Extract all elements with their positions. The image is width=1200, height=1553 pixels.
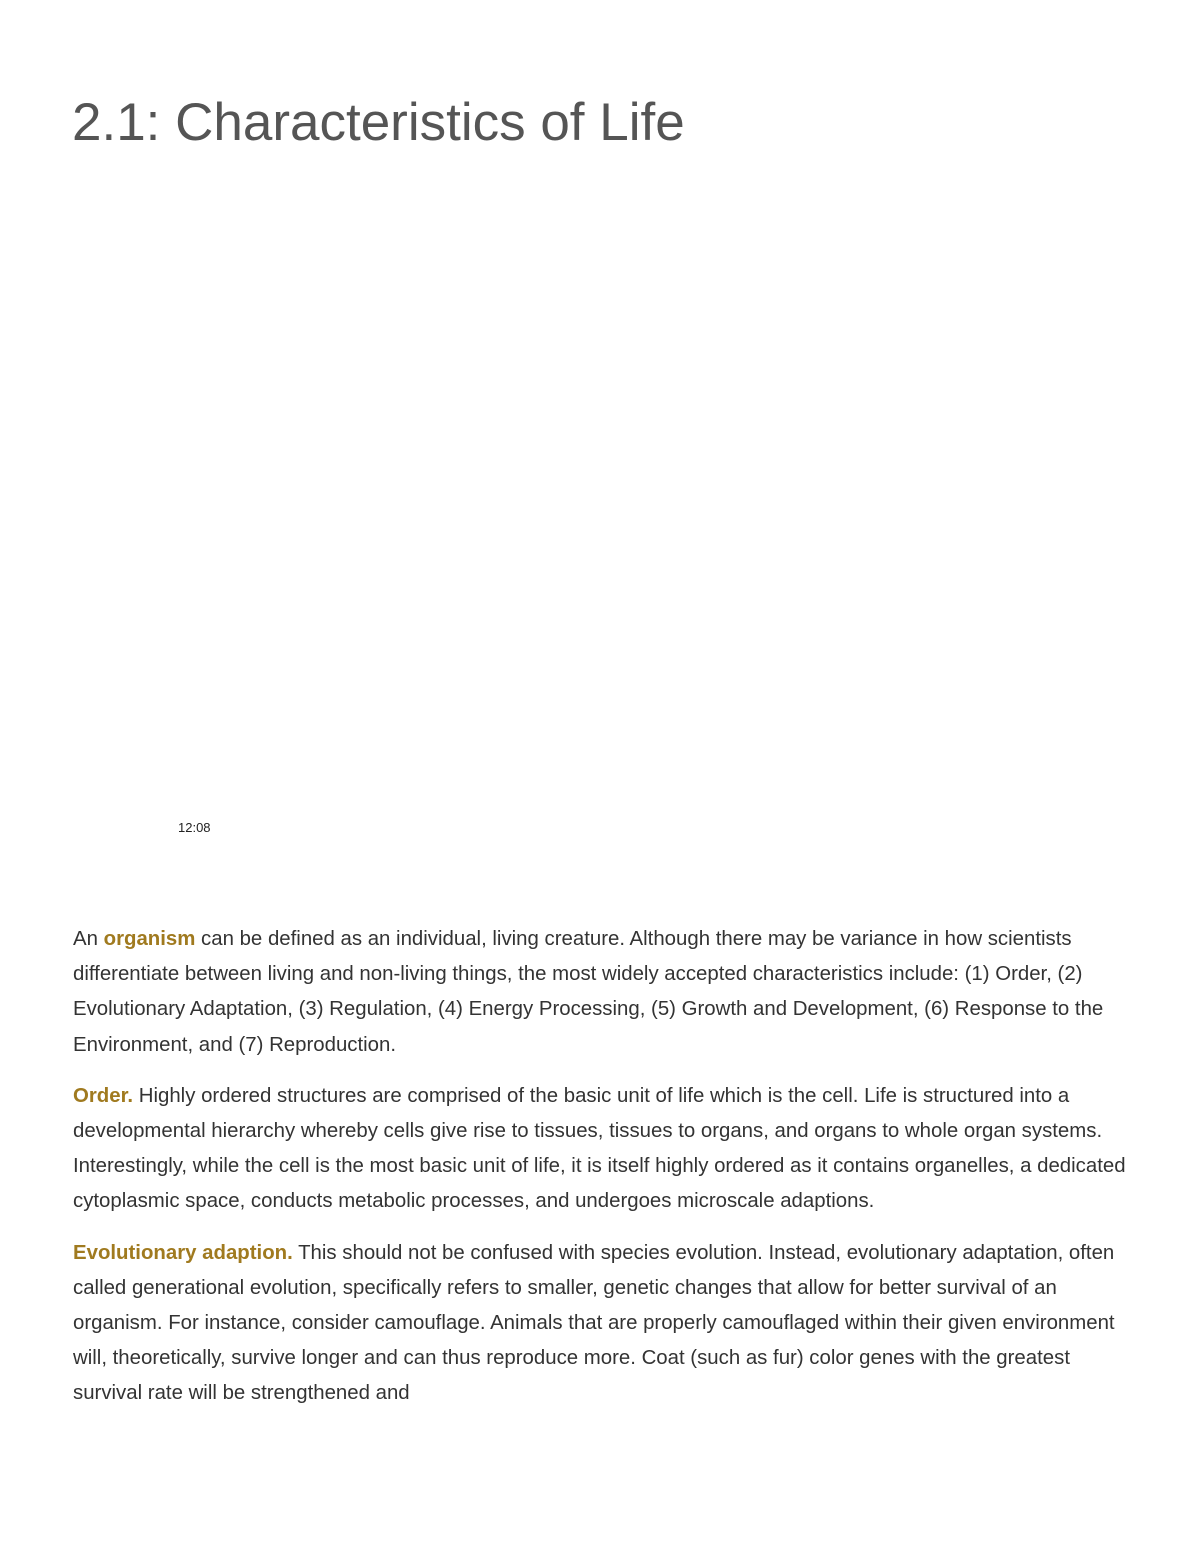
paragraph-lead-text: An [73,928,104,950]
paragraph-text: This should not be confused with species evolution. Instead, evolutionary adaptation, often called generational evolution, specifically refers to smaller, genetic changes that allow for better survival of an organism. For instance, consider camouflage. Animals that are properly camouflaged within their given environment will, theoretically, survive longer and can thus reproduce more. Coat (such as fur) color genes with the greatest survival rate will be strengthened and [73,1241,1115,1405]
paragraph-organism [73,922,1135,1063]
article-body [73,922,1135,1428]
video-timestamp: 12:08 [178,820,211,835]
page-title: 2.1: Characteristics of Life [72,93,685,152]
paragraph-text: can be defined as an individual, living creature. Although there may be variance in how scientists differentiate between living and non-living things, the most widely accepted characteristics include: (1) Order, (2) Evolutionary Adaptation, (3) Regulation, (4) Energy Processing, (5) Growth and Development, (6) Response to the Environment, and (7) Reproduction. [73,928,1104,1056]
paragraph-evolutionary-adaption [73,1236,1135,1412]
paragraph-text: Highly ordered structures are comprised of the basic unit of life which is the cell. Life is structured into a developmental hierarchy whereby cells give rise to tissues, tissues to organs, and organs to whole organ systems. Interestingly, while the cell is the most basic unit of life, it is itself highly ordered as it contains organelles, a dedicated cytoplasmic space, conducts metabolic processes, and undergoes microscale adaptions. [73,1084,1126,1213]
term-order: Order. [73,1084,134,1107]
term-evolutionary-adaption: Evolutionary adaption. [73,1241,293,1264]
term-organism: organism [103,928,196,950]
video-embed[interactable] [72,200,1128,880]
paragraph-order [73,1079,1135,1220]
